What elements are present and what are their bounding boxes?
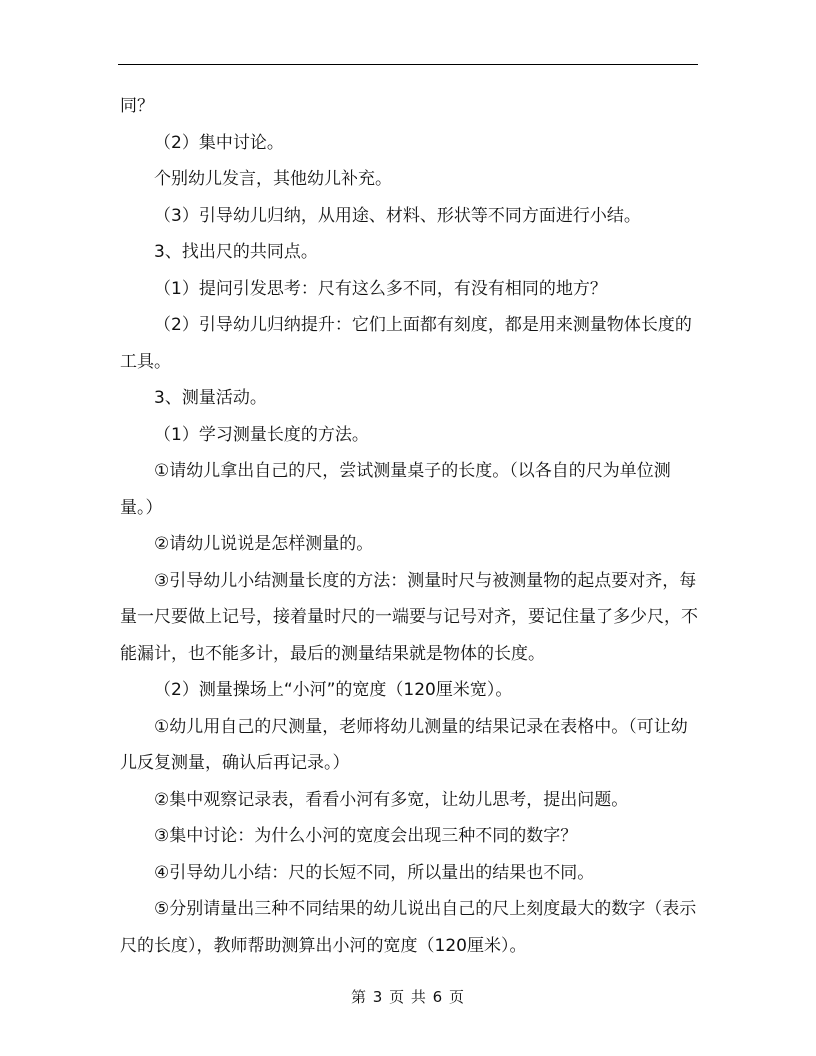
- paragraph-river-step-1: ①幼儿用自己的尺测量，老师将幼儿测量的结果记录在表格中。（可让幼儿反复测量，确认后再记录。）: [120, 716, 688, 773]
- paragraph-group-discussion: （2）集中讨论。: [154, 132, 284, 153]
- header-rule: [118, 64, 698, 65]
- document-body: [120, 88, 700, 964]
- paragraph-river-step-5: ⑤分别请量出三种不同结果的幼儿说出自己的尺上刻度最大的数字（表示尺的长度），教师帮助测算出小河的宽度（120厘米）。: [120, 899, 697, 956]
- paragraph-continued: 同？: [120, 96, 154, 116]
- paragraph-question: （1）提问引发思考：尺有这么多不同，有没有相同的地方？: [154, 278, 607, 299]
- paragraph-individual-speak: 个别幼儿发言，其他幼儿补充。: [154, 169, 392, 189]
- paragraph-step-1: ①请幼儿拿出自己的尺，尝试测量桌子的长度。（以各自的尺为单位测量。）: [120, 461, 671, 518]
- paragraph-river-step-3: ③集中讨论：为什么小河的宽度会出现三种不同的数字？: [154, 826, 578, 846]
- page-number-footer: 第 3 页 共 6 页: [351, 988, 465, 1006]
- paragraph-step-2: ②请幼儿说说是怎样测量的。: [154, 534, 374, 554]
- paragraph-summarize: （3）引导幼儿归纳，从用途、材料、形状等不同方面进行小结。: [154, 205, 641, 226]
- paragraph-measure-river: （2）测量操场上“小河”的宽度（120厘米宽）。: [154, 680, 513, 700]
- paragraph-step-3: ③引导幼儿小结测量长度的方法：测量时尺与被测量物的起点要对齐，每量一尺要做上记号，接着量时尺的一端要与记号对齐，要记住量了多少尺，不能漏计，也不能多计，最后的测量结果就是物体的长度。: [120, 570, 698, 664]
- section-heading-measuring: 3、测量活动。: [154, 388, 267, 408]
- section-heading-common-points: 3、找出尺的共同点。: [154, 242, 318, 262]
- paragraph-river-step-2: ②集中观察记录表，看看小河有多宽，让幼儿思考，提出问题。: [154, 789, 629, 810]
- paragraph-induction: （2）引导幼儿归纳提升：它们上面都有刻度，都是用来测量物体长度的工具。: [120, 315, 692, 372]
- paragraph-river-step-4: ④引导幼儿小结：尺的长短不同，所以量出的结果也不同。: [154, 862, 595, 883]
- paragraph-learn-method: （1）学习测量长度的方法。: [154, 424, 369, 445]
